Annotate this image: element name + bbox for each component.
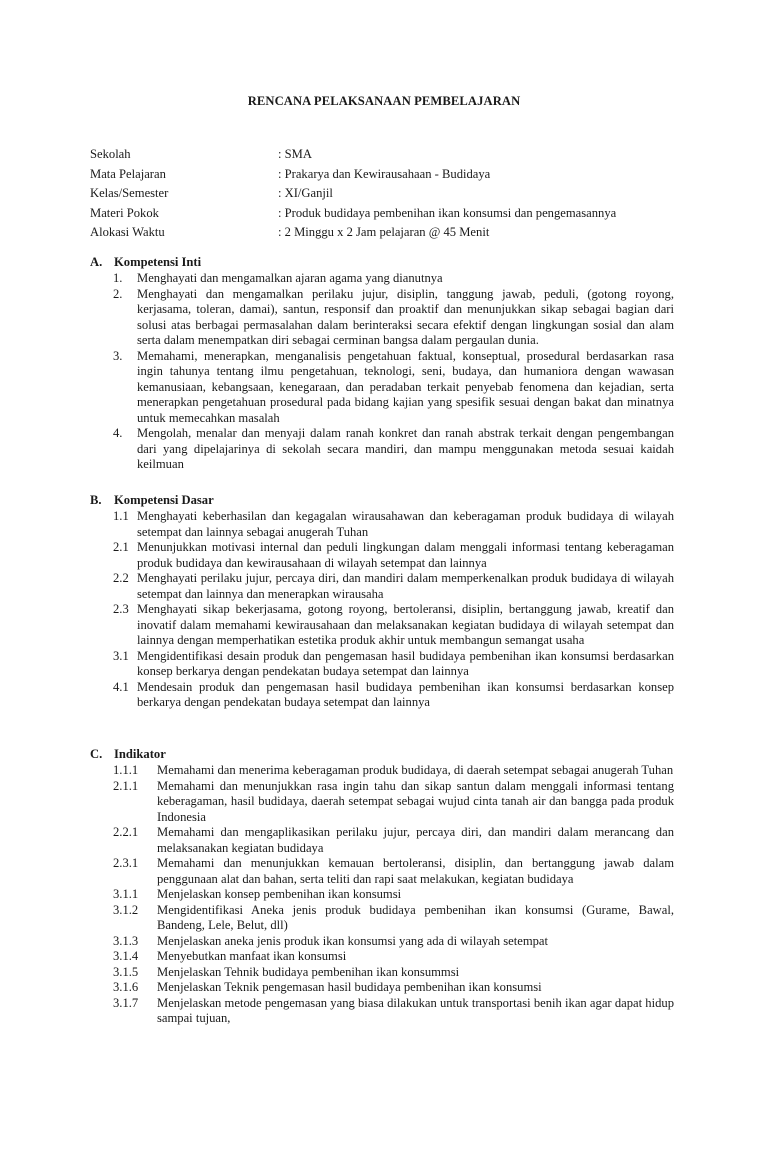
section-letter: B. xyxy=(90,493,102,507)
item-number: 3.1.7 xyxy=(113,995,139,1010)
meta-key: Alokasi Waktu xyxy=(90,225,165,239)
item-text: Menghayati perilaku jujur, percaya diri, dan mandiri dalam memperkenalkan produk budidaya di wilayah setempat dan lainnya dan menerapkan wirausaha xyxy=(137,571,674,601)
item-text: Menghayati dan mengamalkan perilaku jujur, disiplin, tanggung jawab, peduli, (gotong royong, kerjasama, toleran, damai), santun, responsif dan proaktif dan menunjukkan sikap sebagai bagian dari solusi atas berbagai permasalahan dalam berinteraksi secara efektif dengan lingkungan sosial dan alam serta dalam menempatkan diri sebagai cerminan bangsa dalam pergaulan dunia. xyxy=(137,286,674,347)
meta-row xyxy=(90,147,690,167)
item-text: Menghayati dan mengamalkan ajaran agama yang dianutnya xyxy=(137,271,443,285)
list-item xyxy=(113,680,674,711)
page-title: RENCANA PELAKSANAAN PEMBELAJARAN xyxy=(247,94,521,108)
list-item xyxy=(113,649,674,680)
item-text: Menjelaskan Teknik pengemasan hasil budidaya pembenihan ikan konsumsi xyxy=(157,980,542,994)
meta-key: Mata Pelajaran xyxy=(90,166,166,181)
list-item xyxy=(113,903,674,934)
item-text: Memahami dan menunjukkan rasa ingin tahu dan sikap santun dalam menggali informasi tentang keberagaman, hasil budidaya, daerah setempat sebagai wujud cinta tanah air dan bangga pada produk Indonesia xyxy=(157,778,674,824)
item-number: 3.1.6 xyxy=(113,980,139,994)
item-number: 2.3.1 xyxy=(113,856,139,870)
item-number: 3.1.1 xyxy=(113,887,139,901)
list-item xyxy=(113,426,674,473)
meta-key: Materi Pokok xyxy=(90,205,159,220)
item-text: Memahami dan menunjukkan kemauan bertoleransi, disiplin, dan bertanggung jawab dalam penggunaan alat dan bahan, serta teliti dan rapi saat melakukan, kegiatan budidaya xyxy=(157,856,674,886)
item-number: 3.1 xyxy=(113,648,129,663)
item-number: 4. xyxy=(113,426,123,440)
list-item xyxy=(113,271,674,287)
list-item xyxy=(113,779,674,826)
list-item xyxy=(113,763,674,779)
meta-value: : SMA xyxy=(278,147,312,161)
section-title: Kompetensi Dasar xyxy=(114,493,214,507)
identity-table xyxy=(90,147,690,245)
meta-value: : Produk budidaya pembenihan ikan konsumsi dan pengemasannya xyxy=(278,205,617,220)
meta-row xyxy=(90,167,690,187)
meta-value: : Prakarya dan Kewirausahaan - Budidaya xyxy=(278,166,491,181)
item-text: Mengolah, menalar dan menyaji dalam ranah konkret dan ranah abstrak terkait dengan pengembangan dari yang dipelajarinya di sekolah secara mandiri, dan mampu menggunakan metoda sesuai kaidah keilmuan xyxy=(137,426,674,471)
item-number: 2.1.1 xyxy=(113,778,139,793)
item-text: Menjelaskan metode pengemasan yang biasa dilakukan untuk transportasi benih ikan agar dapat hidup sampai tujuan, xyxy=(157,995,674,1025)
section-letter: A. xyxy=(90,255,103,269)
item-text: Menjelaskan Tehnik budidaya pembenihan ikan konsummsi xyxy=(157,964,460,979)
list-item xyxy=(113,825,674,856)
kompetensi-dasar-list xyxy=(113,509,674,711)
item-number: 3.1.3 xyxy=(113,933,139,948)
list-item xyxy=(113,571,674,602)
meta-row xyxy=(90,186,690,206)
item-text: Mendesain produk dan pengemasan hasil budidaya pembenihan ikan konsumsi berdasarkan konsep berkarya dengan pendekatan budaya setempat dan lainnya xyxy=(137,679,674,709)
list-item xyxy=(113,287,674,349)
section-a-heading xyxy=(90,255,201,271)
list-item xyxy=(113,949,674,965)
list-item xyxy=(113,934,674,950)
item-text: Menunjukkan motivasi internal dan peduli lingkungan dalam menggali informasi tentang keberagaman produk budidaya dan kewirausahaan di wilayah setempat dan lainnya xyxy=(137,540,674,570)
item-number: 2. xyxy=(113,286,123,301)
list-item xyxy=(113,996,674,1027)
item-number: 3.1.2 xyxy=(113,902,139,917)
list-item xyxy=(113,887,674,903)
section-c-heading xyxy=(90,747,166,763)
item-number: 2.1 xyxy=(113,540,129,554)
section-letter: C. xyxy=(90,747,103,761)
item-text: Memahami dan mengaplikasikan perilaku jujur, percaya diri, dan mandiri dalam merancang dan melaksanakan kegiatan budidaya xyxy=(157,825,674,855)
section-title: Indikator xyxy=(114,747,166,761)
item-number: 2.2 xyxy=(113,571,129,585)
item-text: Menghayati sikap bekerjasama, gotong royong, bertoleransi, disiplin, bertanggung jawab, kreatif dan inovatif dalam memahami kewirausahaan dan melaksanakan kegiatan budidaya di wilayah setempat dan lainnya dengan memperhatikan estetika produk akhir untuk membangun semangat usaha xyxy=(137,602,674,647)
kompetensi-inti-list xyxy=(113,271,674,473)
list-item xyxy=(113,509,674,540)
list-item xyxy=(113,980,674,996)
item-number: 1.1.1 xyxy=(113,763,139,777)
item-number: 3.1.4 xyxy=(113,949,139,963)
item-number: 3.1.5 xyxy=(113,964,139,979)
item-text: Menjelaskan konsep pembenihan ikan konsumsi xyxy=(157,887,402,901)
item-text: Menjelaskan aneka jenis produk ikan konsumsi yang ada di wilayah setempat xyxy=(157,933,549,948)
item-text: Memahami, menerapkan, menganalisis pengetahuan faktual, konseptual, prosedural berdasarkan rasa ingin tahunya tentang ilmu pengetahuan, teknologi, seni, budaya, dan humaniora dengan wawasan kemanusiaan, kebangsaan, kenegaraan, dan peradaban terkait penyebab fenomena dan kejadian, serta menerapkan pengetahuan prosedural pada bidang kajian yang spesifik sesuai dengan bakat dan minatnya untuk memecahkan masalah xyxy=(137,348,674,425)
section-b-heading xyxy=(90,493,214,509)
section-title: Kompetensi Inti xyxy=(114,255,202,269)
list-item xyxy=(113,965,674,981)
list-item xyxy=(113,602,674,649)
meta-value: : 2 Minggu x 2 Jam pelajaran @ 45 Menit xyxy=(278,225,490,239)
item-text: Mengidentifikasi desain produk dan pengemasan hasil budidaya pembenihan ikan konsumsi berdasarkan konsep berkarya dengan pendekatan budaya setempat dan lainnya xyxy=(137,648,674,678)
meta-key: Kelas/Semester xyxy=(90,186,169,200)
meta-row xyxy=(90,225,690,245)
item-number: 1.1 xyxy=(113,509,129,523)
item-text: Menyebutkan manfaat ikan konsumsi xyxy=(157,949,347,963)
list-item xyxy=(113,856,674,887)
list-item xyxy=(113,540,674,571)
item-text: Mengidentifikasi Aneka jenis produk budidaya pembenihan ikan konsumsi (Gurame, Bawal, Bandeng, Lele, Belut, dll) xyxy=(157,902,674,932)
meta-key: Sekolah xyxy=(90,147,131,161)
item-text: Menghayati keberhasilan dan kegagalan wirausahawan dan keberagaman produk budidaya di wilayah setempat dan lainnya sebagai anugerah Tuhan xyxy=(137,509,674,539)
indikator-list xyxy=(113,763,674,1027)
meta-row xyxy=(90,206,690,226)
item-number: 2.2.1 xyxy=(113,825,139,839)
list-item xyxy=(113,349,674,427)
item-number: 2.3 xyxy=(113,602,129,616)
item-number: 3. xyxy=(113,348,123,363)
item-text: Memahami dan menerima keberagaman produk budidaya, di daerah setempat sebagai anugerah Tuhan xyxy=(157,763,674,777)
item-number: 1. xyxy=(113,271,123,285)
item-number: 4.1 xyxy=(113,679,129,694)
meta-value: : XI/Ganjil xyxy=(278,186,333,200)
